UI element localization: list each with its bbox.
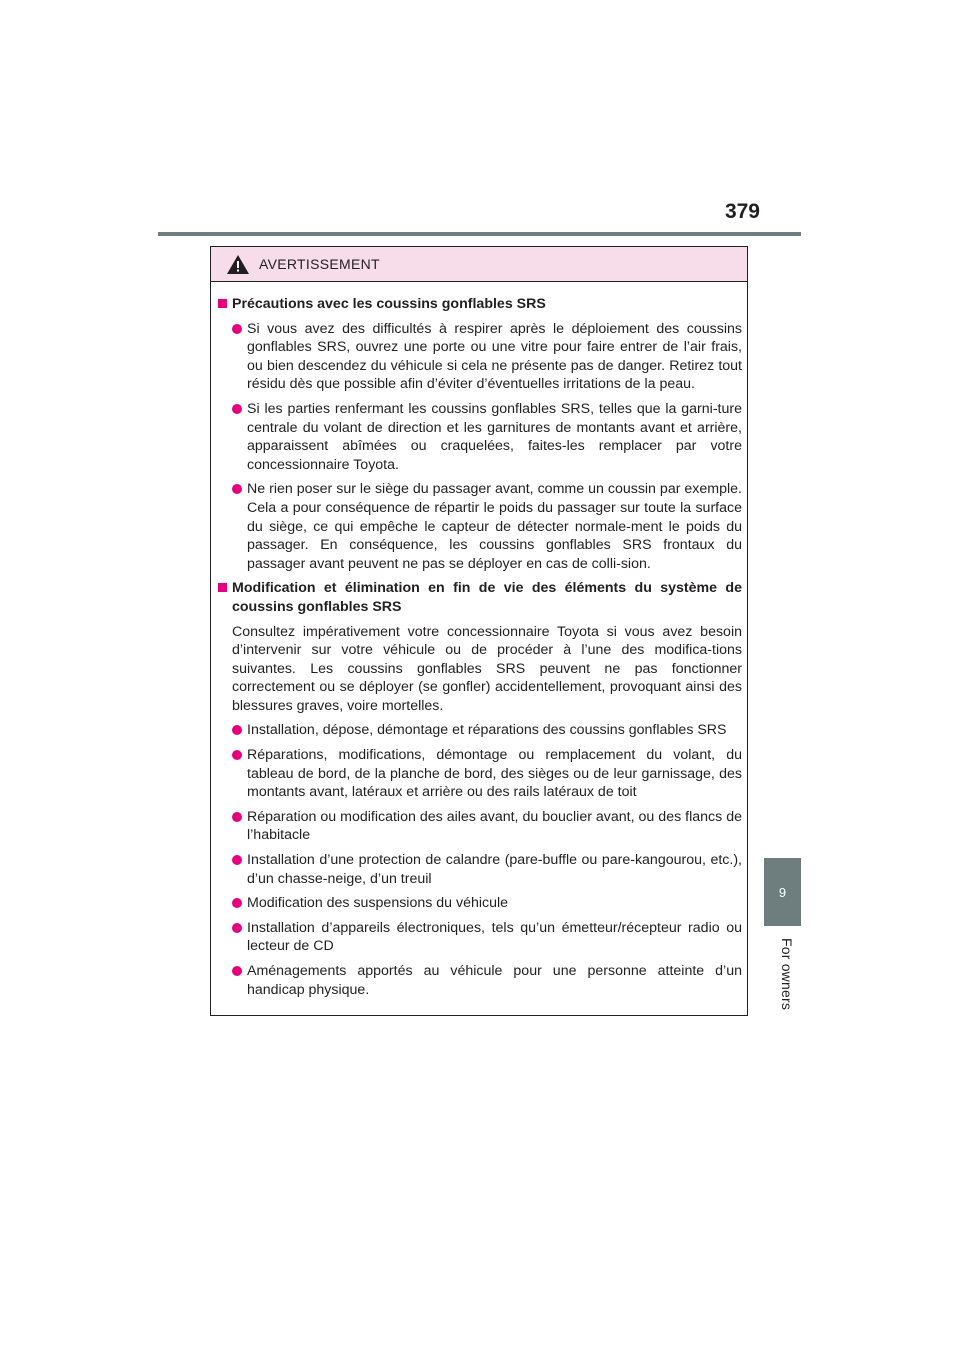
bullet-text: Installation d’une protection de calandre (pare-buffle ou pare-kangourou, etc.), d’un chasse-neige, d’un treuil: [247, 852, 742, 887]
warning-title: AVERTISSEMENT: [259, 256, 380, 272]
chapter-label: For owners: [779, 938, 795, 1011]
chapter-tab[interactable]: [764, 858, 801, 926]
bullet-item: [218, 962, 742, 999]
page-number: 379: [724, 200, 760, 223]
bullet-text: Réparations, modifications, démontage ou remplacement du volant, du tableau de bord, de la planche de bord, des sièges ou de leur garnissage, des montants avant, latéraux et arrière ou des rails latéraux de toit: [247, 747, 742, 801]
bullet-text: Installation, dépose, démontage et réparations des coussins gonflables SRS: [247, 722, 727, 739]
bullet-item: [218, 894, 742, 913]
square-bullet-icon: [218, 583, 227, 592]
warning-body: [211, 282, 747, 999]
section-title: [218, 579, 742, 616]
section-paragraph: Consultez impérativement votre concessionnaire Toyota si vous avez besoin d’intervenir sur votre véhicule ou de procéder à l’une des modifica-tions suivantes. Les coussins gonflables SRS peuvent ne pas fonctionner correctement ou se déployer (se gonfler) accidentellement, provoquant ainsi des blessures graves, voire mortelles.: [232, 623, 742, 714]
bullet-item: [218, 400, 742, 474]
warning-triangle-icon: [227, 255, 249, 274]
chapter-number: 9: [778, 884, 787, 900]
round-bullet-icon: [232, 404, 242, 414]
bullet-text: Ne rien poser sur le siège du passager avant, comme un coussin par exemple. Cela a pour conséquence de répartir le poids du passager sur toute la surface du siège, ce qui empêche le capteur de détecter normale-ment le poids du passager. En conséquence, les coussins gonflables SRS frontaux du passager avant peuvent ne pas se déployer en cas de colli-sion.: [247, 481, 742, 572]
section-title: [218, 295, 742, 314]
round-bullet-icon: [232, 484, 242, 494]
bullet-item: [218, 721, 742, 740]
header-rule: [158, 232, 801, 236]
bullet-text: Aménagements apportés au véhicule pour une personne atteinte d’un handicap physique.: [247, 963, 742, 998]
bullet-item: [218, 919, 742, 956]
bullet-text: Installation d’appareils électroniques, tels qu’un émetteur/récepteur radio ou lecteur de CD: [247, 919, 742, 955]
round-bullet-icon: [232, 855, 242, 865]
bullet-text: Modification des suspensions du véhicule: [247, 895, 509, 912]
bullet-text: Réparation ou modification des ailes avant, du bouclier avant, ou des flancs de l’habitacle: [247, 808, 742, 844]
round-bullet-icon: [232, 923, 242, 933]
round-bullet-icon: [232, 898, 242, 908]
bullet-text: Si vous avez des difficultés à respirer après le déploiement des coussins gonflables SRS, ouvrez une porte ou une vitre pour faire entrer de l’air frais, ou bien descendez du véhicule si cela ne présente pas de danger. Retirez tout résidu dès que possible afin d’éviter d’éventuelles irritations de la peau.: [247, 320, 742, 393]
bullet-item: [218, 808, 742, 845]
section-title-text: Modification et élimination en fin de vie des éléments du système de coussins gonflables SRS: [232, 580, 742, 615]
bullet-item: [218, 851, 742, 888]
round-bullet-icon: [232, 966, 242, 976]
round-bullet-icon: [232, 812, 242, 822]
bullet-item: [218, 320, 742, 394]
square-bullet-icon: [218, 299, 227, 308]
round-bullet-icon: [232, 324, 242, 334]
warning-box: [210, 246, 748, 1016]
round-bullet-icon: [232, 725, 242, 735]
round-bullet-icon: [232, 750, 242, 760]
warning-header: [211, 247, 747, 282]
bullet-text: Si les parties renfermant les coussins gonflables SRS, telles que la garni-ture centrale du volant de direction et les garnitures de montants avant et arrière, apparaissent abîmées ou craquelées, faites-les remplacer par votre concessionnaire Toyota.: [247, 400, 742, 473]
section-title-text: Précautions avec les coussins gonflables SRS: [232, 296, 546, 312]
bullet-item: [218, 746, 742, 802]
bullet-item: [218, 480, 742, 573]
